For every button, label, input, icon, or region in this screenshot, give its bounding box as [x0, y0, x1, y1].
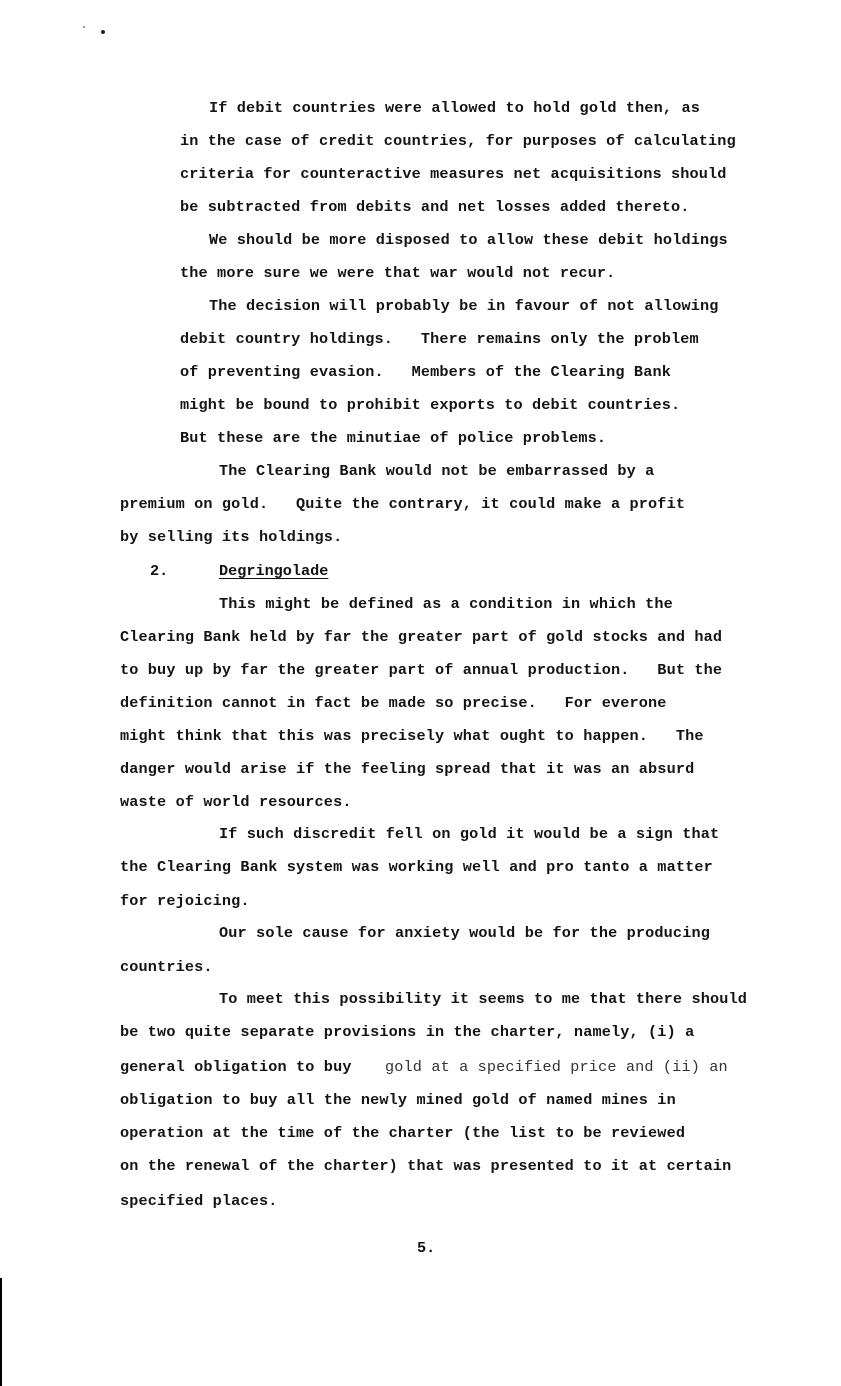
text-line: the more sure we were that war would not recur. [180, 264, 616, 282]
text-line: to buy up by far the greater part of annual production. But the [120, 661, 723, 679]
text-line: premium on gold. Quite the contrary, it could make a profit [120, 495, 686, 513]
text-line: countries. [120, 958, 213, 976]
text-line: in the case of credit countries, for purposes of calculating [180, 132, 736, 150]
text-line: general obligation to buy [120, 1058, 352, 1076]
text-line: specified places. [120, 1192, 278, 1210]
text-line: The Clearing Bank would not be embarrassed by a [219, 462, 655, 480]
scan-edge-mark [0, 1278, 2, 1386]
text-line: debit country holdings. There remains only the problem [180, 330, 699, 348]
text-line: waste of world resources. [120, 793, 352, 811]
page-number: 5. [417, 1239, 436, 1257]
text-line: operation at the time of the charter (the list to be reviewed [120, 1124, 686, 1142]
text-line: on the renewal of the charter) that was presented to it at certain [120, 1157, 732, 1175]
section-title: Degringolade [219, 562, 329, 580]
text-line: But these are the minutiae of police problems. [180, 429, 607, 447]
text-line: Clearing Bank held by far the greater part of gold stocks and had [120, 628, 723, 646]
text-line: The decision will probably be in favour of not allowing [209, 297, 719, 315]
text-line: definition cannot in fact be made so precise. For everone [120, 694, 667, 712]
text-line: be subtracted from debits and net losses added thereto. [180, 198, 690, 216]
text-line: the Clearing Bank system was working well and pro tanto a matter [120, 858, 713, 876]
text-line: obligation to buy all the newly mined gold of named mines in [120, 1091, 676, 1109]
text-line-faint: gold at a specified price and (ii) an [385, 1058, 728, 1076]
text-line: If debit countries were allowed to hold gold then, as [209, 99, 700, 117]
text-line: of preventing evasion. Members of the Clearing Bank [180, 363, 671, 381]
ink-speck [101, 30, 105, 34]
text-line: If such discredit fell on gold it would be a sign that [219, 825, 720, 843]
text-line: We should be more disposed to allow these debit holdings [209, 231, 728, 249]
text-line: by selling its holdings. [120, 528, 343, 546]
ink-speck [83, 26, 85, 28]
text-line: for rejoicing. [120, 892, 250, 910]
text-line: might be bound to prohibit exports to debit countries. [180, 396, 681, 414]
text-line: To meet this possibility it seems to me that there should [219, 990, 748, 1008]
section-number: 2. [150, 562, 169, 580]
text-line: This might be defined as a condition in which the [219, 595, 673, 613]
text-line: Our sole cause for anxiety would be for the producing [219, 924, 710, 942]
text-line: be two quite separate provisions in the charter, namely, (i) a [120, 1023, 695, 1041]
text-line: might think that this was precisely what ought to happen. The [120, 727, 704, 745]
text-line: criteria for counteractive measures net acquisitions should [180, 165, 727, 183]
text-line: danger would arise if the feeling spread that it was an absurd [120, 760, 695, 778]
